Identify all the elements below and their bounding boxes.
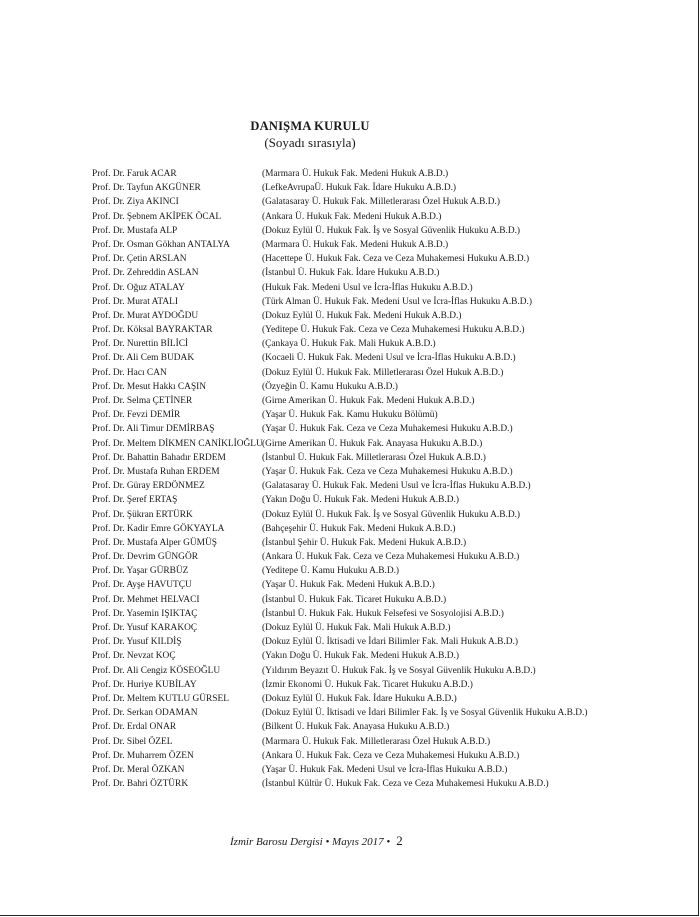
member-row xyxy=(92,593,592,607)
member-name: Prof. Dr. Ziya AKINCI xyxy=(92,197,179,208)
member-name: Prof. Dr. Tayfun AKGÜNER xyxy=(92,183,201,194)
member-name: Prof. Dr. Meltem DİKMEN CANİKLİOĞLU xyxy=(92,438,263,449)
member-row xyxy=(92,437,592,451)
member-name: Prof. Dr. Bahri ÖZTÜRK xyxy=(92,779,189,790)
member-affiliation: (İzmir Ekonomi Ü. Hukuk Fak. Ticaret Hukuku A.B.D.) xyxy=(262,679,473,690)
member-affiliation: (Marmara Ü. Hukuk Fak. Medeni Hukuk A.B.D.) xyxy=(262,169,449,179)
member-affiliation: (Girne Amerikan Ü. Hukuk Fak. Anayasa Hukuku A.B.D.) xyxy=(262,438,483,449)
member-row xyxy=(92,763,592,777)
member-name: Prof. Dr. Yusuf KILDİŞ xyxy=(92,637,182,648)
member-affiliation: (Yakın Doğu Ü. Hukuk Fak. Medeni Hukuk A.B.D.) xyxy=(262,651,459,662)
member-name: Prof. Dr. Murat AYDOĞDU xyxy=(92,310,199,321)
member-affiliation: (İstanbul Ü. Hukuk Fak. Hukuk Felsefesi ve Sosyolojisi A.B.D.) xyxy=(262,608,504,619)
member-row xyxy=(92,451,592,465)
member-name: Prof. Dr. Hacı CAN xyxy=(92,367,167,378)
member-row xyxy=(92,323,592,337)
member-name: Prof. Dr. Meral ÖZKAN xyxy=(92,764,185,775)
member-row xyxy=(92,564,592,578)
member-affiliation: (Hukuk Fak. Medeni Usul ve İcra-İflas Hukuku A.B.D.) xyxy=(262,282,473,293)
member-row xyxy=(92,195,592,209)
member-name: Prof. Dr. Şebnem AKİPEK ÖCAL xyxy=(92,211,222,222)
member-affiliation: (İstanbul Ü. Hukuk Fak. İdare Hukuku A.B.D.) xyxy=(262,268,440,279)
member-affiliation: (Dokuz Eylül Ü. İktisadi ve İdari Bilimler Fak. Mali Hukuk A.B.D.) xyxy=(262,637,518,648)
member-name: Prof. Dr. Ali Timur DEMİRBAŞ xyxy=(92,424,215,435)
member-affiliation: (Galatasaray Ü. Hukuk Fak. Medeni Usul ve İcra-İflas Hukuku A.B.D.) xyxy=(262,481,531,492)
member-row xyxy=(92,649,592,663)
member-row xyxy=(92,394,592,408)
member-row xyxy=(92,295,592,309)
member-affiliation: (Marmara Ü. Hukuk Fak. Milletlerarası Özel Hukuk A.B.D.) xyxy=(262,736,491,747)
member-affiliation: (LefkeAvrupaÜ. Hukuk Fak. İdare Hukuku A.B.D.) xyxy=(262,183,457,194)
member-affiliation: (Yaşar Ü. Hukuk Fak. Medeni Hukuk A.B.D.) xyxy=(262,580,435,591)
member-name: Prof. Dr. Mustafa Ruhan ERDEM xyxy=(92,466,220,477)
member-affiliation: (Türk Alman Ü. Hukuk Fak. Medeni Usul ve İcra-İflas Hukuku A.B.D.) xyxy=(262,296,533,307)
advisory-board-list xyxy=(92,167,592,791)
member-row xyxy=(92,678,592,692)
member-row xyxy=(92,465,592,479)
member-affiliation: (Yaşar Ü. Hukuk Fak. Ceza ve Ceza Muhakemesi Hukuku A.B.D.) xyxy=(262,466,513,477)
member-name: Prof. Dr. Mesut Hakkı CAŞIN xyxy=(92,381,207,392)
member-row xyxy=(92,238,592,252)
member-affiliation: (Yaşar Ü. Hukuk Fak. Medeni Usul ve İcra-İflas Hukuku A.B.D.) xyxy=(262,764,508,775)
member-affiliation: (Hacettepe Ü. Hukuk Fak. Ceza ve Ceza Muhakemesi Hukuku A.B.D.) xyxy=(262,254,530,265)
member-affiliation: (Bahçeşehir Ü. Hukuk Fak. Medeni Hukuk A.B.D.) xyxy=(262,523,456,534)
member-name: Prof. Dr. Şükran ERTÜRK xyxy=(92,509,193,520)
member-row xyxy=(92,664,592,678)
member-affiliation: (İstanbul Ü. Hukuk Fak. Milletlerarası Özel Hukuk A.B.D.) xyxy=(262,452,486,463)
member-row xyxy=(92,706,592,720)
member-name: Prof. Dr. Zehreddin ASLAN xyxy=(92,268,199,279)
member-name: Prof. Dr. Şeref ERTAŞ xyxy=(92,495,178,506)
member-row xyxy=(92,735,592,749)
member-affiliation: (Dokuz Eylül Ü. Hukuk Fak. İş ve Sosyal Güvenlik Hukuku A.B.D.) xyxy=(262,225,521,236)
page-title: DANIŞMA KURULU xyxy=(250,119,370,133)
member-affiliation: (Ankara Ü. Hukuk Fak. Ceza ve Ceza Muhakemesi Hukuku A.B.D.) xyxy=(262,750,520,761)
member-affiliation: (Yaşar Ü. Hukuk Fak. Kamu Hukuku Bölümü) xyxy=(262,410,438,421)
member-affiliation: (Çankaya Ü. Hukuk Fak. Mali Hukuk A.B.D.) xyxy=(262,339,436,350)
member-row xyxy=(92,366,592,380)
member-name: Prof. Dr. Mustafa ALP xyxy=(92,225,178,236)
member-row xyxy=(92,408,592,422)
member-row xyxy=(92,252,592,266)
member-row xyxy=(92,621,592,635)
member-affiliation: (Dokuz Eylül Ü. Hukuk Fak. Medeni Hukuk A.B.D.) xyxy=(262,310,462,321)
member-name: Prof. Dr. Çetin ARSLAN xyxy=(92,254,187,265)
member-name: Prof. Dr. Yasemin IŞIKTAÇ xyxy=(92,608,198,619)
member-name: Prof. Dr. Erdal ONAR xyxy=(92,722,177,733)
member-affiliation: (Girne Amerikan Ü. Hukuk Fak. Medeni Hukuk A.B.D.) xyxy=(262,396,475,406)
member-affiliation: (İstanbul Ü. Hukuk Fak. Ticaret Hukuku A.B.D.) xyxy=(262,594,447,605)
member-affiliation: (Galatasaray Ü. Hukuk Fak. Milletlerarası Özel Hukuk A.B.D.) xyxy=(262,197,500,208)
member-name: Prof. Dr. Murat ATALI xyxy=(92,296,178,307)
member-name: Prof. Dr. Mustafa Alper GÜMÜŞ xyxy=(92,537,217,548)
member-name: Prof. Dr. Selma ÇETİNER xyxy=(92,396,193,406)
page-number: 2 xyxy=(396,833,403,848)
member-affiliation: (Yıldırım Beyazıt Ü. Hukuk Fak. İş ve Sosyal Güvenlik Hukuku A.B.D.) xyxy=(262,665,536,676)
member-row xyxy=(92,635,592,649)
page-subtitle: (Soyadı sırasıyla) xyxy=(264,135,356,150)
member-row xyxy=(92,380,592,394)
member-name: Prof. Dr. Huriye KUBİLAY xyxy=(92,679,197,690)
member-name: Prof. Dr. Mehmet HELVACI xyxy=(92,594,200,605)
member-affiliation: (Kocaeli Ü. Hukuk Fak. Medeni Usul ve İcra-İflas Hukuku A.B.D.) xyxy=(262,353,516,364)
member-name: Prof. Dr. Osman Gökhan ANTALYA xyxy=(92,239,230,250)
member-name: Prof. Dr. Ali Cengiz KÖSEOĞLU xyxy=(92,665,221,676)
member-row xyxy=(92,479,592,493)
member-name: Prof. Dr. Ali Cem BUDAK xyxy=(92,353,195,364)
member-affiliation: (Ankara Ü. Hukuk Fak. Ceza ve Ceza Muhakemesi Hukuku A.B.D.) xyxy=(262,552,520,563)
member-affiliation: (Dokuz Eylül Ü. Hukuk Fak. Mali Hukuk A.B.D.) xyxy=(262,623,451,633)
member-affiliation: (Dokuz Eylül Ü. Hukuk Fak. İş ve Sosyal Güvenlik Hukuku A.B.D.) xyxy=(262,509,521,520)
member-affiliation: (Yakın Doğu Ü. Hukuk Fak. Medeni Hukuk A.B.D.) xyxy=(262,495,459,506)
member-name: Prof. Dr. Nurettin BİLİCİ xyxy=(92,339,189,350)
member-affiliation: (Dokuz Eylül Ü. Hukuk Fak. Milletlerarası Özel Hukuk A.B.D.) xyxy=(262,367,504,378)
member-affiliation: (Dokuz Eylül Ü. Hukuk Fak. İdare Hukuku A.B.D.) xyxy=(262,693,457,704)
member-row xyxy=(92,607,592,621)
member-row xyxy=(92,281,592,295)
member-row xyxy=(92,309,592,323)
member-name: Prof. Dr. Güray ERDÖNMEZ xyxy=(92,481,205,492)
member-row xyxy=(92,550,592,564)
member-row xyxy=(92,508,592,522)
member-affiliation: (Yaşar Ü. Hukuk Fak. Ceza ve Ceza Muhakemesi Hukuku A.B.D.) xyxy=(262,424,513,435)
member-row xyxy=(92,493,592,507)
member-row xyxy=(92,720,592,734)
member-affiliation: (Yeditepe Ü. Hukuk Fak. Ceza ve Ceza Muhakemesi Hukuku A.B.D.) xyxy=(262,325,525,336)
member-name: Prof. Dr. Bahattin Bahadır ERDEM xyxy=(92,452,226,463)
member-affiliation: (Ankara Ü. Hukuk Fak. Medeni Hukuk A.B.D.) xyxy=(262,211,442,222)
member-name: Prof. Dr. Devrim GÜNGÖR xyxy=(92,552,198,563)
member-row xyxy=(92,224,592,238)
member-affiliation: (İstanbul Kültür Ü. Hukuk Fak. Ceza ve Ceza Muhakemesi Hukuku A.B.D.) xyxy=(262,779,549,790)
member-row xyxy=(92,266,592,280)
member-name: Prof. Dr. Nevzat KOÇ xyxy=(92,651,176,662)
member-affiliation: (Yeditepe Ü. Kamu Hukuku A.B.D.) xyxy=(262,566,400,577)
member-name: Prof. Dr. Sibel ÖZEL xyxy=(92,736,173,747)
member-affiliation: (Bilkent Ü. Hukuk Fak. Anayasa Hukuku A.B.D.) xyxy=(262,722,450,733)
member-name: Prof. Dr. Oğuz ATALAY xyxy=(92,282,185,293)
member-row xyxy=(92,337,592,351)
member-row xyxy=(92,578,592,592)
member-row xyxy=(92,692,592,706)
member-row xyxy=(92,210,592,224)
member-name: Prof. Dr. Yusuf KARAKOÇ xyxy=(92,623,198,633)
member-name: Prof. Dr. Meltem KUTLU GÜRSEL xyxy=(92,693,229,704)
member-affiliation: (Marmara Ü. Hukuk Fak. Medeni Hukuk A.B.D.) xyxy=(262,239,449,250)
member-row xyxy=(92,422,592,436)
member-name: Prof. Dr. Serkan ODAMAN xyxy=(92,708,198,719)
member-affiliation: (Özyeğin Ü. Kamu Hukuku A.B.D.) xyxy=(262,381,398,392)
member-name: Prof. Dr. Faruk ACAR xyxy=(92,169,177,179)
member-row xyxy=(92,536,592,550)
member-row xyxy=(92,777,592,791)
member-name: Prof. Dr. Köksal BAYRAKTAR xyxy=(92,325,213,336)
member-row xyxy=(92,351,592,365)
member-affiliation: (Dokuz Eylül Ü. İktisadi ve İdari Bilimler Fak. İş ve Sosyal Güvenlik Hukuku A.B.D.) xyxy=(262,708,588,719)
journal-citation: İzmir Barosu Dergisi • Mayıs 2017 • xyxy=(230,836,391,848)
member-row xyxy=(92,749,592,763)
member-affiliation: (İstanbul Şehir Ü. Hukuk Fak. Medeni Hukuk A.B.D.) xyxy=(262,537,467,548)
member-name: Prof. Dr. Kadir Emre GÖKYAYLA xyxy=(92,523,225,534)
member-name: Prof. Dr. Muharrem ÖZEN xyxy=(92,750,194,761)
member-name: Prof. Dr. Ayşe HAVUTÇU xyxy=(92,580,192,591)
member-name: Prof. Dr. Fevzi DEMİR xyxy=(92,410,181,421)
member-name: Prof. Dr. Yaşar GÜRBÜZ xyxy=(92,566,189,577)
member-row xyxy=(92,167,592,181)
page-footer xyxy=(230,833,403,849)
member-row xyxy=(92,522,592,536)
member-row xyxy=(92,181,592,195)
